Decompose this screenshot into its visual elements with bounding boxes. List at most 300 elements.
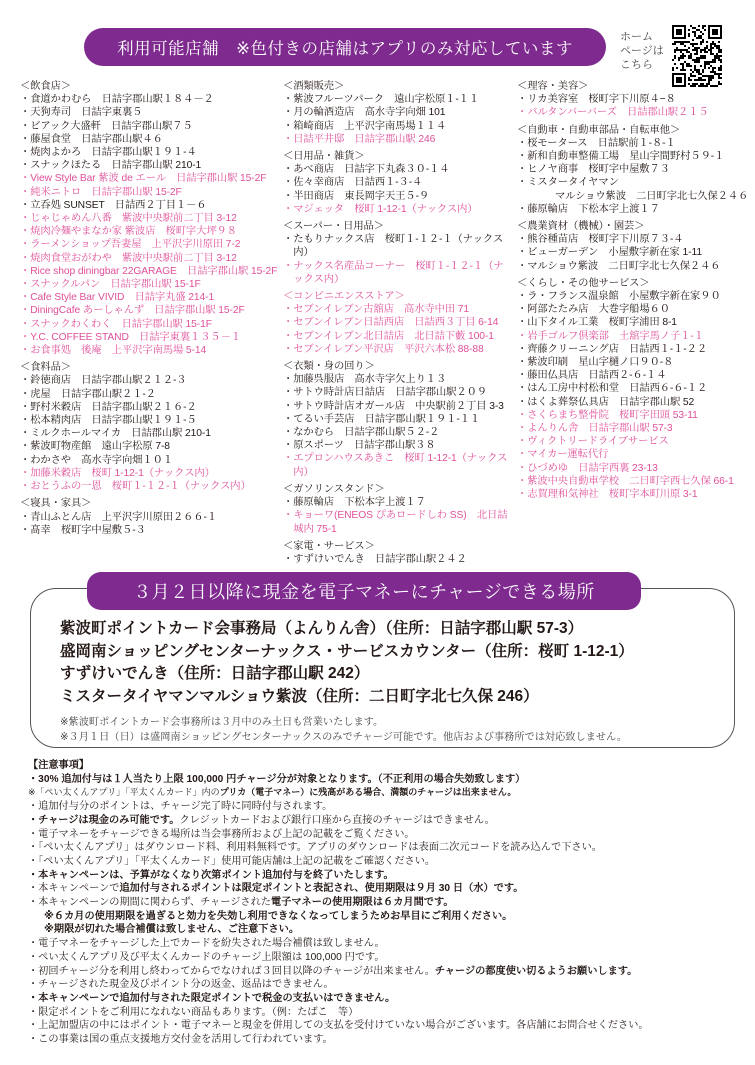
store-item xyxy=(20,511,280,524)
store-address: 東長岡字天王５-９ xyxy=(344,190,430,202)
store-address: 桜町字浦田 8-1 xyxy=(608,317,677,329)
charge-note: ※３月１日（日）は盛岡南ショッピングセンターナックスのみでチャージ可能です。他店および事務所では対応致しません。 xyxy=(60,732,628,743)
store-name: 紫波中央自動車学校 xyxy=(527,475,619,487)
store-name: 藤原輪店 xyxy=(293,497,334,509)
note-text: ※期限が切れた場合補償は致しません、ご注意下さい。 xyxy=(44,924,300,936)
store-name: マジェッタ xyxy=(293,203,344,215)
store-category xyxy=(517,124,751,216)
store-address: 上平沢字川原田２６６-１ xyxy=(101,511,218,523)
store-address: 星山字樋ノ口９０-８ xyxy=(578,357,674,369)
store-category xyxy=(283,220,513,286)
store-item xyxy=(20,331,280,344)
store-item xyxy=(283,93,513,106)
store-item xyxy=(283,452,513,478)
store-category xyxy=(283,290,513,356)
store-address: 桜町 1-12-1（ナックス内） xyxy=(91,467,215,479)
store-address: 平沢六本松 88-88 xyxy=(404,343,484,355)
store-item xyxy=(20,278,280,291)
store-name: 食道かわむら xyxy=(30,94,92,106)
charge-place: すずけいでんき（住所：日詰字郡山駅 242） xyxy=(60,665,370,683)
note-text: ・電子マネーをチャージできる場所は当会事務所および上記の記載をご覧ください。 xyxy=(28,828,415,840)
note-text: ※「ぺい太くんアプリ」「平太くんカード」内の xyxy=(28,787,220,798)
store-name: 焼肉冷麺やまなか家 紫波店 xyxy=(30,226,156,238)
store-address: 日詰西１-３-４ xyxy=(354,177,423,189)
store-name: マルショウ紫波 xyxy=(527,260,599,272)
store-name: 焼肉食堂おがわや xyxy=(30,252,112,264)
store-item xyxy=(517,422,751,435)
store-name: はん工房中村松和堂 xyxy=(527,383,619,395)
note-line xyxy=(28,869,649,883)
store-name: サトウ時計店オガール店 xyxy=(293,400,405,412)
store-item xyxy=(20,374,280,387)
store-category xyxy=(517,220,751,273)
store-name: View Style Bar 紫波 de エール xyxy=(30,173,166,185)
store-name: おとうふの一恩 xyxy=(30,481,102,493)
homepage-label-line: ページは xyxy=(620,45,664,57)
store-item xyxy=(517,488,751,501)
store-address: 日詰字郡山駅 15-2F xyxy=(187,265,278,277)
store-item xyxy=(20,265,280,278)
store-category xyxy=(517,80,751,120)
store-name: Cafe Style Bar VIVID xyxy=(30,292,125,304)
note-text: ・本キャンペーンの期間に関わらず、チャージされた xyxy=(28,897,271,909)
note-line xyxy=(28,786,649,800)
store-name: 山下タイル工業 xyxy=(527,317,599,329)
category-header: ＜寝具・家具＞ xyxy=(20,498,92,510)
store-name: たもりナックス店 xyxy=(293,234,375,246)
category-header: ＜日用品・雑貨＞ xyxy=(283,151,365,163)
store-category xyxy=(283,150,513,216)
store-address: マルショウ紫波 二日町字北七久保２４６ xyxy=(555,190,749,202)
store-name: 青山ふとん店 xyxy=(30,511,92,523)
store-name: キョーワ(ENEOS ぴあロードしわ SS) xyxy=(293,510,467,522)
store-address: 日詰字西裏 23-13 xyxy=(578,462,658,474)
store-category xyxy=(283,80,513,146)
store-item xyxy=(20,524,280,537)
store-name: ビューガーデン xyxy=(527,247,599,259)
store-name: 志賀理和気神社 xyxy=(527,489,599,501)
note-text: プリカ（電子マネー）に残高がある場合、満額のチャージは出来ません。 xyxy=(219,787,517,798)
store-address: 二日町字西七久保 66-1 xyxy=(629,475,734,487)
store-address: 遠山字松原 7-8 xyxy=(101,441,170,453)
store-item xyxy=(283,386,513,399)
note-text: ・本キャンペーンは、予算がなくなり次第ポイント追加付与を終了いたします。 xyxy=(28,869,394,881)
store-address: 桜町１-１２-１（ナックス内） xyxy=(293,234,504,259)
note-text: ・本キャンペーンで追加付与された限定ポイントで税金の支払いはできません。 xyxy=(28,992,396,1004)
store-name: 日詰平井邸 xyxy=(293,133,345,145)
store-address: 日詰字郡山駅１９１-１１ xyxy=(364,413,481,425)
note-text: 【注意事項】 xyxy=(28,760,90,771)
store-name: バルタンバーバーズ xyxy=(527,107,617,119)
store-address: 日詰西６-６-１２ xyxy=(629,383,708,395)
note-line xyxy=(28,937,649,951)
category-header: ＜理容・美容＞ xyxy=(517,81,589,92)
store-name: ひづめゆ xyxy=(527,462,568,474)
homepage-label-line: こちら xyxy=(620,59,653,71)
store-name: 天狗寿司 xyxy=(30,107,71,119)
store-name: ヴィクトリードライブサービス xyxy=(527,436,669,448)
store-item xyxy=(517,316,751,329)
store-name: スナックルパン xyxy=(30,279,101,291)
store-name: なかむら xyxy=(293,427,334,439)
store-address: 高水寺中田 71 xyxy=(404,304,470,316)
store-address: 日詰字郡山駅 210-1 xyxy=(111,160,202,172)
store-address: 日詰字郡山駅２１-２ xyxy=(60,388,156,400)
store-name: ラ・フランス温泉館 xyxy=(527,291,619,303)
store-item xyxy=(20,120,280,133)
store-item xyxy=(517,475,751,488)
store-address: 日詰字郡山駅１８４－２ xyxy=(101,94,214,106)
store-name: Rice shop diningbar 22GARAGE xyxy=(30,265,177,277)
store-category xyxy=(517,277,751,501)
store-item xyxy=(283,120,513,133)
store-name: はくよ葬祭仏具店 xyxy=(527,396,609,408)
store-address: 二日町字北七久保２４６ xyxy=(608,260,721,272)
note-line xyxy=(28,882,649,896)
note-text: 追加付与されるポイントは限定ポイントと表記され、使用期限は９月 30 日（水）です。 xyxy=(119,883,524,895)
store-item xyxy=(517,303,751,316)
store-address: 日詰西２丁目１－６ xyxy=(114,199,207,211)
store-item xyxy=(517,203,751,216)
store-name: 立呑処 SUNSET xyxy=(30,199,105,211)
store-item xyxy=(283,439,513,452)
store-category xyxy=(20,361,280,493)
store-address: 日詰字郡山駅 52 xyxy=(618,396,695,408)
note-text: ・ぺい太くんアプリ及び平太くんカードのチャージ上限額は 100,000 円です。 xyxy=(28,951,385,963)
store-name: エプロンハウスあきこ xyxy=(293,453,395,465)
note-line xyxy=(28,828,649,842)
store-item xyxy=(283,426,513,439)
store-item xyxy=(517,246,751,259)
store-name: わかさや xyxy=(30,454,71,466)
store-item xyxy=(283,413,513,426)
store-name: 紫波フルーツパーク xyxy=(293,94,384,106)
store-address: 桜町１-１２-１（ナックス内） xyxy=(293,260,504,285)
store-name: 佐々幸商店 xyxy=(293,177,345,189)
note-text: ・30% 追加付与は１人当たり上限 100,000 円チャージ分が対象となります。（不正利用の場合失効致します） xyxy=(28,773,526,785)
store-address: 上平沢字川原田 7-2 xyxy=(151,239,241,251)
store-item xyxy=(20,252,280,265)
store-name: セブンイレブン北日詰店 xyxy=(293,330,405,342)
note-text: ・上記加盟店の中にはポイント・電子マネーと現金を併用しての支払を受付けていない場合がございます。各店舗にお問合せください。 xyxy=(28,1020,649,1032)
store-address: 日詰字郡山駅 246 xyxy=(354,133,436,145)
store-address: 下松本字上渡１７ xyxy=(344,497,426,509)
store-address: 日詰字郡山駅２０９ xyxy=(395,387,487,399)
store-item xyxy=(283,553,513,566)
note-line xyxy=(28,1006,649,1020)
store-name: Y.C. COFFEE STAND xyxy=(30,331,129,343)
store-name: 加藤米穀店 xyxy=(30,467,82,479)
store-address: 北日詰城内 75-1 xyxy=(293,510,508,535)
note-line xyxy=(28,814,649,828)
store-name: ビアック大盛軒 xyxy=(30,120,101,132)
store-item xyxy=(517,369,751,382)
category-header: ＜スーパー・日用品＞ xyxy=(283,221,384,233)
note-line xyxy=(28,951,649,965)
store-item xyxy=(283,176,513,189)
store-name: 焼肉よかろ xyxy=(30,147,82,159)
store-address: 上平沢字南馬場 5-14 xyxy=(111,345,207,357)
store-name: 藤田仏具店 xyxy=(527,370,579,382)
store-address: 大巻字船場６０ xyxy=(598,304,670,316)
note-text: ・限定ポイントをご利用になれない商品もあります。（例：たばこ 等） xyxy=(28,1006,359,1018)
store-address: 桜町字中屋敷７３ xyxy=(588,164,670,176)
store-name: じゃじゃめん八番 xyxy=(30,213,112,225)
store-address: 日詰字郡山駅４６ xyxy=(81,133,163,145)
store-address: 桜町 1-12-1（ナックス内） xyxy=(354,203,478,215)
store-name: セブンイレブン日詰西店 xyxy=(293,317,405,329)
store-name: お食事処 後庵 xyxy=(30,345,102,357)
store-name: DiningCafe あーしゃんず xyxy=(30,305,145,317)
store-item xyxy=(20,225,280,238)
store-item xyxy=(20,388,280,401)
store-name: 加藤呉服店 xyxy=(293,374,345,386)
store-name: 純米ニトロ xyxy=(30,186,82,198)
store-item xyxy=(20,480,280,493)
store-item xyxy=(20,186,280,199)
store-item xyxy=(20,93,280,106)
store-address: 日詰字郡山駅２１６-２ xyxy=(91,401,197,413)
store-address: 日詰字郡山駅 15-2F xyxy=(154,305,245,317)
store-address: 日詰西３丁目 6-14 xyxy=(414,317,499,329)
category-header: ＜酒類販売＞ xyxy=(283,81,345,92)
store-item xyxy=(283,303,513,316)
store-address: 日詰字郡山駅２１２-３ xyxy=(81,375,187,387)
store-address: 日詰字東裏５ xyxy=(81,107,143,119)
store-address: 日詰西２-６-１４ xyxy=(588,370,667,382)
store-name: スナックほたる xyxy=(30,160,102,172)
store-address: 高水寺字向畑１０１ xyxy=(81,454,173,466)
store-item xyxy=(517,356,751,369)
store-item xyxy=(283,373,513,386)
store-address: 日詰字郡山駅 15-1F xyxy=(110,279,201,291)
store-item xyxy=(20,454,280,467)
store-name: 半田商店 xyxy=(293,190,334,202)
note-line xyxy=(28,923,649,937)
store-item xyxy=(20,467,280,480)
store-item xyxy=(283,496,513,509)
note-text: ・チャージは現金のみ可能です。 xyxy=(28,814,180,826)
store-address: 高水寺字向畑 101 xyxy=(364,107,446,119)
note-line xyxy=(28,759,649,773)
charge-title: ３月２日以降に現金を電子マネーにチャージできる場所 xyxy=(133,582,595,602)
store-item xyxy=(283,343,513,356)
store-address: 日詰郡山駅２１５ xyxy=(627,107,709,119)
store-address: 日詰郡山駅 210-1 xyxy=(131,428,211,440)
qr-code-icon[interactable] xyxy=(672,25,722,87)
note-text: クレジットカードおよび銀行口座から直接のチャージはできません。 xyxy=(179,814,495,826)
store-item xyxy=(20,318,280,331)
store-item xyxy=(517,435,751,448)
store-name: スナックわくわく xyxy=(30,318,112,330)
note-text: ・本キャンペーンで xyxy=(28,883,120,895)
store-item xyxy=(517,382,751,395)
store-address: 日詰字郡山駅１９１-５ xyxy=(91,415,197,427)
store-item xyxy=(20,159,280,172)
store-item xyxy=(517,93,751,106)
store-address: 日詰字郡山駅５２-２ xyxy=(344,427,440,439)
store-item xyxy=(20,212,280,225)
store-address: 桜町字田頭 53-11 xyxy=(618,409,698,421)
store-name: 髙幸 xyxy=(30,524,51,536)
store-item xyxy=(517,330,751,343)
store-item xyxy=(20,172,280,185)
store-name: セブンイレブン平沢店 xyxy=(293,343,394,355)
store-address: 日詰字丸盛 214-1 xyxy=(134,292,215,304)
note-line xyxy=(28,992,649,1006)
store-item xyxy=(283,203,513,216)
store-address: 日詰駅前１-８-１ xyxy=(597,137,676,149)
store-item xyxy=(283,330,513,343)
store-address: 日詰字郡山駅７５ xyxy=(111,120,193,132)
store-name: あべ商店 xyxy=(293,164,334,176)
note-text: ・チャージされた現金及びポイント分の返金、返品はできません。 xyxy=(28,979,334,991)
note-line xyxy=(28,855,649,869)
note-text: ・この事業は国の重点支援地方交付金を活用して行われています。 xyxy=(28,1034,333,1046)
store-category xyxy=(20,497,280,537)
store-item xyxy=(20,440,280,453)
store-item xyxy=(517,396,751,409)
store-name: 熊谷種苗店 xyxy=(527,234,579,246)
store-address: 北日詰下藪 100-1 xyxy=(414,330,494,342)
store-item xyxy=(20,304,280,317)
store-address: 桜町字本町川原 3-1 xyxy=(608,489,698,501)
store-address: 日詰字郡山駅２４２ xyxy=(374,553,467,565)
store-item xyxy=(283,509,513,535)
store-address: 日詰字東裏１３５－１ xyxy=(139,331,241,343)
store-name: マイカー運転代行 xyxy=(527,449,609,461)
store-name: 松本精肉店 xyxy=(30,415,82,427)
store-column-3 xyxy=(517,80,751,505)
category-header: ＜ガソリンスタンド＞ xyxy=(283,483,385,495)
store-address: 日詰字郡山駅３８ xyxy=(353,440,436,452)
note-text: ・「ぺい太くんアプリ」はダウンロード料、利用料無料です。アプリのダウンロードは表面二次元コードを読み込んで下さい。 xyxy=(28,842,602,854)
store-name: 鈴徳商店 xyxy=(30,375,71,387)
store-name: 紫波印刷 xyxy=(527,357,568,369)
store-address: 日詰西１-１-２２ xyxy=(628,343,708,355)
note-line xyxy=(28,978,649,992)
charge-note: ※紫波町ポイントカード会事務所は３月中のみ土日も営業いたします。 xyxy=(60,717,384,728)
store-category xyxy=(283,360,513,479)
banner-title: 利用可能店舗 ※色付きの店舗はアプリのみ対応しています xyxy=(117,40,573,58)
homepage-label xyxy=(620,30,670,72)
store-item xyxy=(20,291,280,304)
note-line xyxy=(28,800,649,814)
store-item xyxy=(283,260,513,286)
note-line xyxy=(28,773,649,787)
store-address: 桜町字大坪９８ xyxy=(165,226,237,238)
store-name: 月の輪酒造店 xyxy=(293,107,355,119)
store-address: 桜町１-１２-１（ナックス内） xyxy=(111,481,251,493)
note-line xyxy=(28,1019,649,1033)
charge-place: ミスタータイヤマンマルショウ紫波（住所：二日町字北七久保 246） xyxy=(60,688,539,706)
charge-notes xyxy=(60,715,627,745)
store-address: 桜町 1-12-1（ナックス内） xyxy=(293,453,508,478)
store-address: 日詰字郡山駅 15-2F xyxy=(176,173,267,185)
store-address: 上平沢字南馬場１１４ xyxy=(344,120,447,132)
store-name: 阿部たたみ店 xyxy=(527,304,589,316)
store-name: ミスタータイヤマン xyxy=(527,177,619,189)
store-name: 齊藤クリーニング店 xyxy=(527,343,619,355)
store-name: ナックス名産品コーナー xyxy=(293,260,406,272)
note-text: ・追加付与分のポイントは、チャージ完了時に同時付与されます。 xyxy=(28,801,333,813)
store-address: 桜町字下川原７３-４ xyxy=(588,234,684,246)
store-address: 日詰字郡山駅 57-3 xyxy=(588,423,673,435)
store-name: 新和自動車整備工場 xyxy=(527,151,619,163)
store-item xyxy=(20,401,280,414)
store-item xyxy=(517,106,751,119)
store-name: さくらまち整骨院 xyxy=(527,409,609,421)
store-item xyxy=(20,344,280,357)
note-text: ※６カ月の使用期限を過ぎると効力を失効し利用できなくなってしまうためお早目にご利用ください。 xyxy=(44,910,513,922)
store-address: 桜町字中屋敷５-３ xyxy=(60,524,146,536)
store-address: 日詰字郡山駅１９１-４ xyxy=(91,147,197,159)
category-header: ＜自動車・自動車部品・自転車他＞ xyxy=(517,124,681,136)
store-address: 紫波中央駅前二丁目 3-12 xyxy=(121,252,237,264)
store-name: 虎屋 xyxy=(30,388,51,400)
store-category xyxy=(283,483,513,536)
store-address: 土舘字馬ノ子１-１ xyxy=(618,330,704,342)
store-name: 原スポーツ xyxy=(293,440,344,452)
store-item xyxy=(20,106,280,119)
stores-banner xyxy=(84,28,606,66)
store-item xyxy=(20,199,280,212)
store-category xyxy=(20,80,280,357)
store-item xyxy=(517,290,751,303)
store-item xyxy=(283,190,513,203)
store-name: リカ美容室 xyxy=(527,94,579,106)
store-item xyxy=(283,400,513,413)
store-item xyxy=(517,137,751,150)
note-text: ・「ぺい太くんアプリ」「平太くんカード」使用可能店舗は上記の記載をご確認ください。 xyxy=(28,855,436,867)
store-address: 遠山字松原１-１１ xyxy=(394,94,480,106)
store-address: 紫波中央駅前二丁目 3-12 xyxy=(121,213,237,225)
note-text: ・初回チャージ分を利用し終わってからでなければ３回目以降のチャージが出来ません。 xyxy=(28,965,435,977)
store-item xyxy=(20,146,280,159)
store-address: 下松本字上渡１７ xyxy=(578,203,660,215)
store-address: 小屋敷字新在家９０ xyxy=(628,291,721,303)
store-item xyxy=(20,238,280,251)
note-line xyxy=(28,965,649,979)
store-name: 藤原輪店 xyxy=(527,203,568,215)
category-header: ＜衣類・身の回り＞ xyxy=(283,361,375,373)
category-header: ＜くらし・その他サービス＞ xyxy=(517,277,650,289)
charge-place: 盛岡南ショッピングセンターナックス・サービスカウンター（住所：桜町 1-12-1） xyxy=(60,642,634,660)
category-header: ＜飲食店＞ xyxy=(20,81,71,92)
store-item xyxy=(517,448,751,461)
charge-place: 紫波町ポイントカード会事務局（よんりん舎）（住所：日詰字郡山駅 57-3） xyxy=(60,620,584,637)
store-address: 星山字間野村５９-１ xyxy=(629,151,725,163)
store-column-1 xyxy=(20,80,280,541)
note-text: 電子マネーの使用期限は６カ月間です。 xyxy=(270,897,454,909)
store-name: ヒノヤ商事 xyxy=(527,164,579,176)
store-item xyxy=(517,260,751,273)
store-item xyxy=(517,409,751,422)
note-line xyxy=(28,1033,649,1047)
store-address: 高水寺字欠上り１３ xyxy=(354,374,447,386)
category-header: ＜家電・サービス＞ xyxy=(283,540,375,552)
store-address: 日詰字郡山駅 15-2F xyxy=(91,186,182,198)
store-item xyxy=(20,133,280,146)
store-address: 小屋敷字新在家 1-11 xyxy=(608,247,702,259)
store-item xyxy=(20,414,280,427)
store-item xyxy=(517,150,751,163)
store-item xyxy=(283,163,513,176)
store-item xyxy=(517,233,751,246)
store-name: 野村米穀店 xyxy=(30,401,82,413)
store-address: 桜町字下川原４−８ xyxy=(588,94,676,106)
store-item xyxy=(517,163,751,176)
